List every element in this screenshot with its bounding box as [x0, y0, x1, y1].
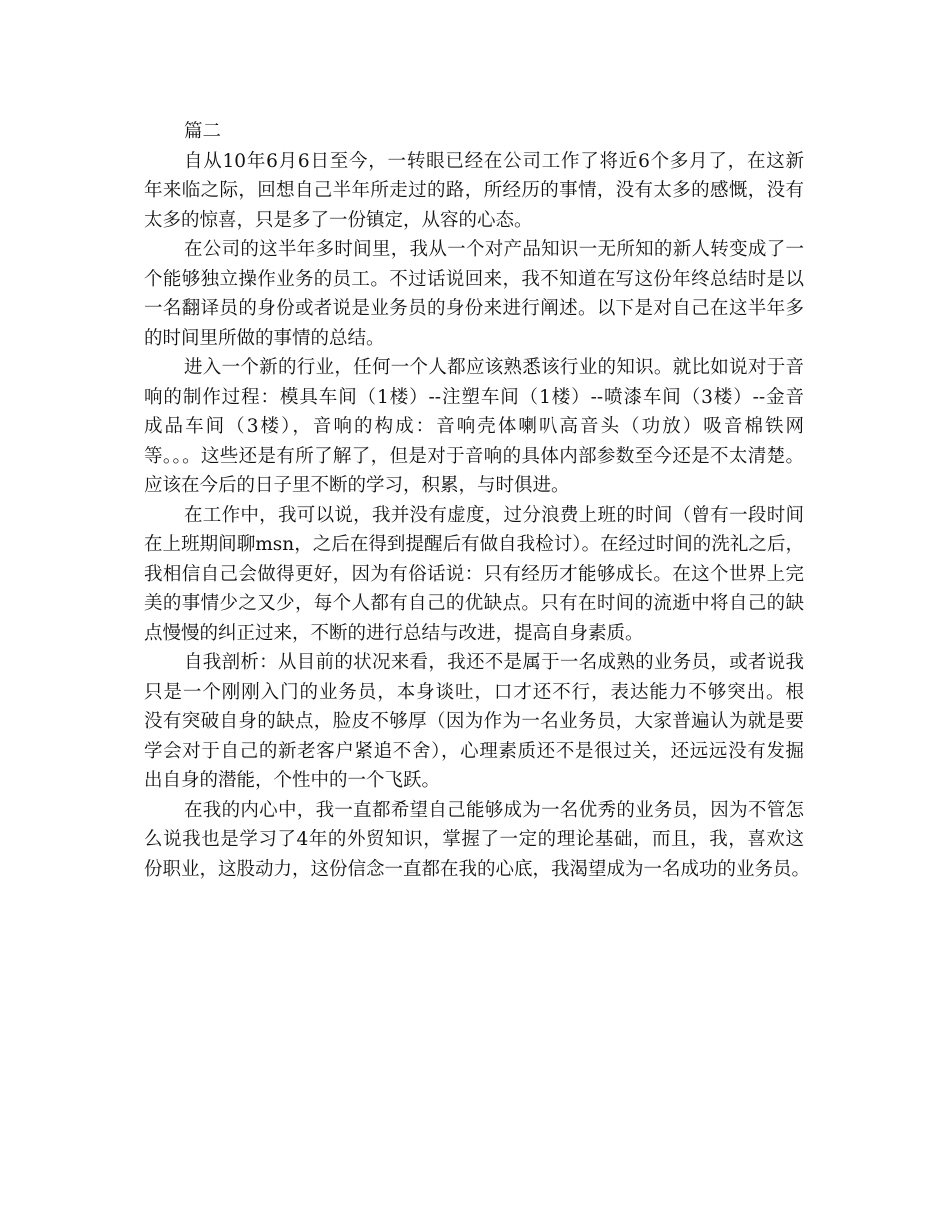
- text-line: 成品车间（3楼），音响的构成：音响壳体喇叭高音头（功放）吸音棉铁网: [144, 416, 804, 437]
- text-line: 个能够独立操作业务的员工。不过话说回来，我不知道在写这份年终总结时是以: [144, 268, 804, 290]
- text-line: 学会对于自己的新老客户紧追不舍），心理素质还不是很过关，还远远没有发掘: [144, 740, 804, 762]
- paragraph: [144, 147, 804, 236]
- paragraph: [144, 501, 804, 649]
- text-line: 在工作中，我可以说，我并没有虚度，过分浪费上班的时间（曾有一段时间: [184, 504, 804, 526]
- paragraph: [144, 648, 804, 796]
- paragraph: [144, 796, 811, 885]
- document-body: [144, 147, 811, 885]
- paragraph: [144, 235, 804, 353]
- text-line: 应该在今后的日子里不断的学习，积累，与时俱进。: [144, 475, 570, 496]
- text-line: 点慢慢的纠正过来，不断的进行总结与改进，提高自身素质。: [144, 622, 644, 644]
- text-line: 出自身的潜能，个性中的一个飞跃。: [144, 770, 441, 791]
- text-line: 我相信自己会做得更好，因为有俗话说：只有经历才能够成长。在这个世界上完: [144, 563, 804, 585]
- document-page: [144, 117, 811, 884]
- text-line: 在公司的这半年多时间里，我从一个对产品知识一无所知的新人转变成了一: [184, 239, 804, 260]
- text-line: 在上班期间聊msn，之后在得到提醒后有做自我检讨）。在经过时间的洗礼之后，: [144, 534, 804, 555]
- text-line: 在我的内心中，我一直都希望自己能够成为一名优秀的业务员，因为不管怎: [184, 799, 804, 821]
- text-line: 美的事情少之又少，每个人都有自己的优缺点。只有在时间的流逝中将自己的缺: [144, 593, 804, 614]
- paragraph: [144, 353, 804, 501]
- section-heading: 篇二: [184, 121, 222, 142]
- text-line: 年来临之际，回想自己半年所走过的路，所经历的事情，没有太多的感慨，没有: [144, 180, 804, 201]
- text-line: 份职业，这股动力，这份信念一直都在我的心底，我渴望成为一名成功的业务员。: [144, 858, 811, 880]
- text-line: 响的制作过程：模具车间（1楼）--注塑车间（1楼）--喷漆车间（3楼）--金音: [144, 386, 804, 408]
- text-line: 进入一个新的行业，任何一个人都应该熟悉该行业的知识。就比如说对于音: [184, 357, 804, 378]
- text-line: 没有突破自身的缺点，脸皮不够厚（因为作为一名业务员，大家普遍认为就是要: [144, 711, 804, 732]
- text-line: 的时间里所做的事情的总结。: [144, 327, 385, 349]
- text-line: 么说我也是学习了4年的外贸知识，掌握了一定的理论基础，而且，我，喜欢这: [144, 829, 804, 850]
- text-line: 等。。。这些还是有所了解了，但是对于音响的具体内部参数至今还是不太清楚。: [144, 445, 804, 467]
- text-line: 只是一个刚刚入门的业务员，本身谈吐，口才还不行，表达能力不够突出。根: [144, 681, 804, 703]
- text-line: 一名翻译员的身份或者说是业务员的身份来进行阐述。以下是对自己在这半年多: [144, 298, 804, 319]
- text-line: 自从10年6月6日至今，一转眼已经在公司工作了将近6个多月了，在这新: [184, 150, 804, 172]
- text-line: 太多的惊喜，只是多了一份镇定，从容的心态。: [144, 209, 533, 231]
- text-line: 自我剖析：从目前的状况来看，我还不是属于一名成熟的业务员，或者说我: [184, 652, 804, 673]
